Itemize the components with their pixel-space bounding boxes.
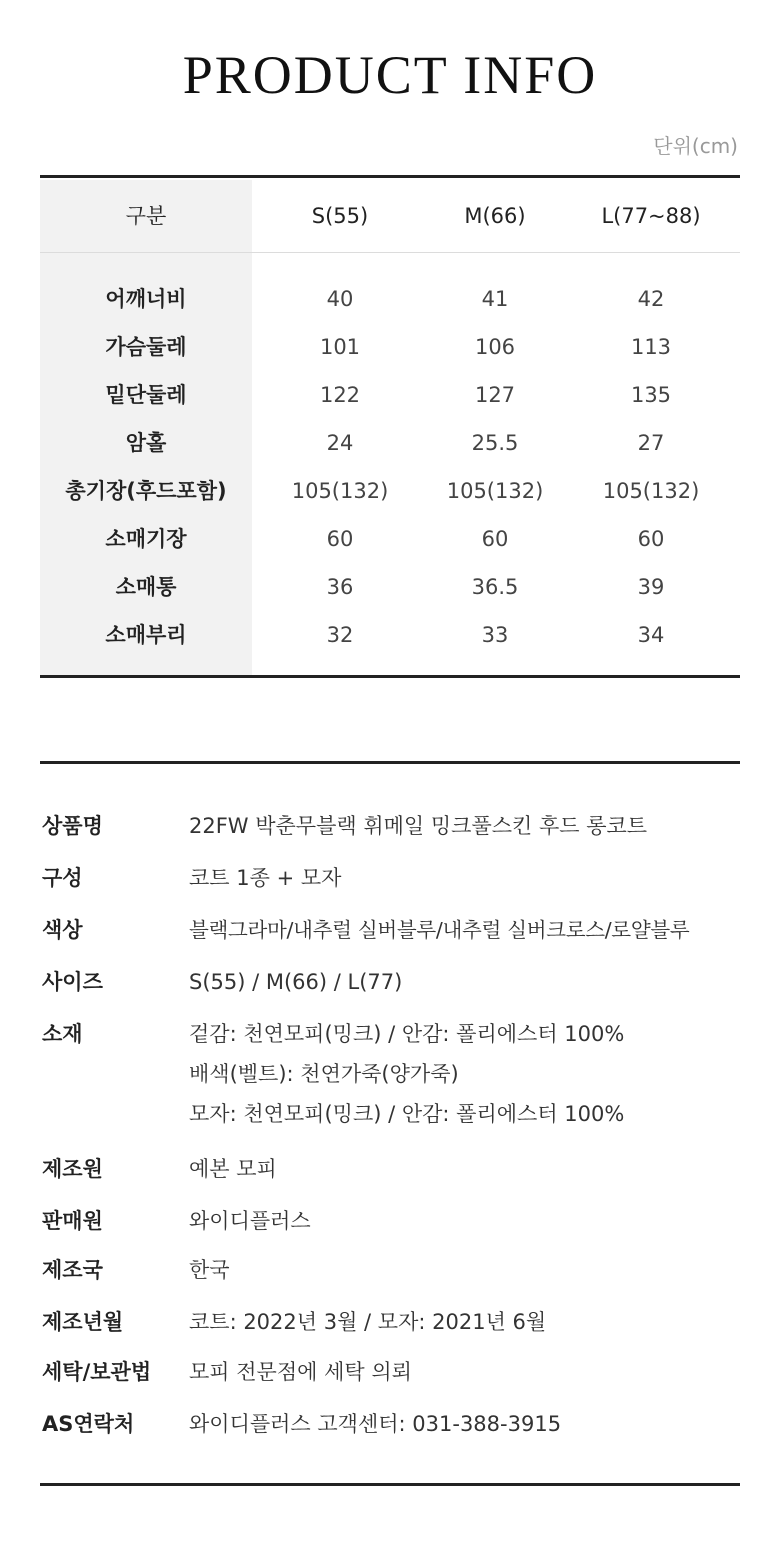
info-value: 코트: 2022년 3월 / 모자: 2021년 6월 [189,1310,547,1334]
cell-value: 106 [474,335,516,359]
cell-value: 122 [319,383,361,407]
cell-value: 40 [326,287,354,311]
table-row [40,275,740,323]
info-value: 모자: 천연모피(밍크) / 안감: 폴리에스터 100% [189,1102,625,1126]
row-label: 밑단둘레 [105,383,187,407]
cell-value: 105(132) [602,479,700,503]
header-cell: 구분 [125,204,167,228]
row-label: 암홀 [125,431,167,455]
header-cell: M(66) [464,204,526,228]
info-value: 22FW 박춘무블랙 휘메일 밍크풀스킨 후드 롱코트 [189,814,648,838]
table-row [40,611,740,659]
info-key: 소재 [42,1022,83,1046]
page-title: PRODUCT INFO [182,45,598,105]
info-value: 와이디플러스 고객센터: 031-388-3915 [189,1412,562,1436]
header-cell: L(77~88) [601,204,701,228]
info-value: 겉감: 천연모피(밍크) / 안감: 폴리에스터 100% [189,1022,625,1046]
row-label: 총기장(후드포함) [65,479,227,503]
info-bottom-rule [40,1483,740,1486]
table-bottom-rule [40,675,740,678]
cell-value: 60 [481,527,509,551]
row-label: 소매기장 [105,527,187,551]
cell-value: 127 [474,383,516,407]
info-value: 모피 전문점에 세탁 의뢰 [189,1360,412,1384]
table-row [40,419,740,467]
table-top-rule [40,175,740,178]
row-label: 소매통 [115,575,177,599]
info-key: 판매원 [42,1209,103,1233]
row-label: 소매부리 [105,623,187,647]
cell-value: 113 [630,335,672,359]
info-key: 제조국 [42,1258,103,1282]
cell-value: 105(132) [291,479,389,503]
cell-value: 25.5 [471,431,519,455]
info-key: AS연락처 [42,1412,135,1436]
table-row [40,467,740,515]
info-value: 와이디플러스 [189,1209,311,1233]
cell-value: 41 [481,287,509,311]
info-key: 구성 [42,866,83,890]
table-row [40,323,740,371]
table-row [40,563,740,611]
table-row [40,515,740,563]
info-top-rule [40,761,740,764]
info-key: 세탁/보관법 [42,1360,152,1384]
info-value: 배색(벨트): 천연가죽(양가죽) [189,1062,459,1086]
cell-value: 27 [637,431,665,455]
cell-value: 34 [637,623,665,647]
cell-value: 60 [326,527,354,551]
info-key: 색상 [42,918,83,942]
info-key: 사이즈 [42,970,103,994]
cell-value: 101 [319,335,361,359]
cell-value: 36 [326,575,354,599]
cell-value: 24 [326,431,354,455]
info-key: 제조년월 [42,1310,124,1334]
cell-value: 135 [630,383,672,407]
info-value: 한국 [189,1258,230,1282]
cell-value: 33 [481,623,509,647]
cell-value: 36.5 [471,575,519,599]
cell-value: 42 [637,287,665,311]
info-value: S(55) / M(66) / L(77) [189,970,403,994]
info-value: 블랙그라마/내추럴 실버블루/내추럴 실버크로스/로얄블루 [189,918,690,942]
row-label: 어깨너비 [105,287,187,311]
row-label: 가슴둘레 [105,335,187,359]
header-divider [40,252,740,253]
cell-value: 105(132) [446,479,544,503]
cell-value: 60 [637,527,665,551]
unit-label: 단위(cm) [653,134,738,158]
info-value: 예본 모피 [189,1157,277,1181]
info-key: 상품명 [42,814,103,838]
info-key: 제조원 [42,1157,103,1181]
cell-value: 39 [637,575,665,599]
info-value: 코트 1종 + 모자 [189,866,342,890]
header-cell: S(55) [311,204,369,228]
table-row [40,371,740,419]
size-table-header [40,180,740,252]
cell-value: 32 [326,623,354,647]
